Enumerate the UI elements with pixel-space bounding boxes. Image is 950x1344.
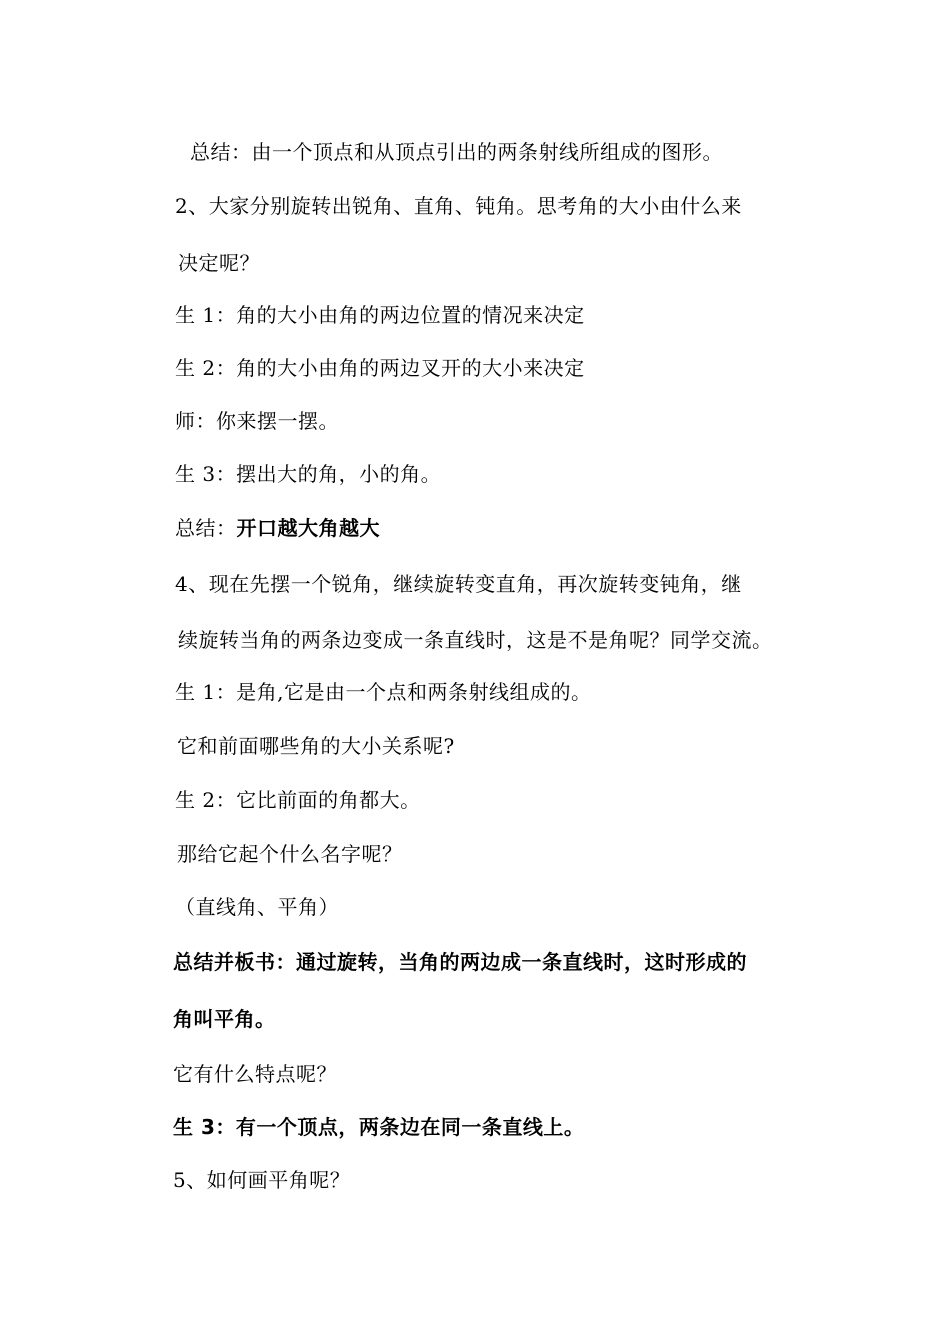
summary-bold-text: 开口越大角越大 [236,516,380,540]
text-line-question-4: 4、现在先摆一个锐角，继续旋转变直角，再次旋转变钝角，继 [175,572,742,596]
text-line-question-2-cont: 决定呢？ [178,251,260,275]
text-line-student-2b: 生 2：它比前面的角都大。 [175,788,421,812]
text-line-question-4-cont: 续旋转当角的两条边变成一条直线时，这是不是角呢？同学交流。 [178,628,773,652]
text-line-summary-2 [175,515,380,541]
text-line-student-3b: 生 3：有一个顶点，两条边在同一条直线上。 [173,1115,585,1139]
text-line-student-3: 生 3：摆出大的角，小的角。 [175,462,442,486]
text-line-name-question: 那给它起个什么名字呢？ [177,842,403,866]
text-line-relation-question: 它和前面哪些角的大小关系呢? [177,734,455,758]
text-line-student-1: 生 1：角的大小由角的两边位置的情况来决定 [175,303,585,327]
text-line-teacher: 师：你来摆一摆。 [175,409,339,433]
text-line-question-5: 5、如何画平角呢？ [173,1168,351,1192]
summary-label: 总结： [175,516,237,540]
text-line-student-2: 生 2：角的大小由角的两边叉开的大小来决定 [175,356,585,380]
text-line-summary-1: 总结：由一个顶点和从顶点引出的两条射线所组成的图形。 [190,140,723,164]
text-line-student-1b: 生 1：是角,它是由一个点和两条射线组成的。 [175,680,592,704]
text-line-question-2: 2、大家分别旋转出锐角、直角、钝角。思考角的大小由什么来 [175,194,742,218]
text-line-answer-parenthetical: （直线角、平角） [175,895,339,919]
text-line-feature-question: 它有什么特点呢？ [173,1062,337,1086]
text-line-summary-board: 总结并板书：通过旋转，当角的两边成一条直线时，这时形成的 [173,950,747,974]
text-line-summary-board-cont: 角叫平角。 [173,1007,276,1031]
